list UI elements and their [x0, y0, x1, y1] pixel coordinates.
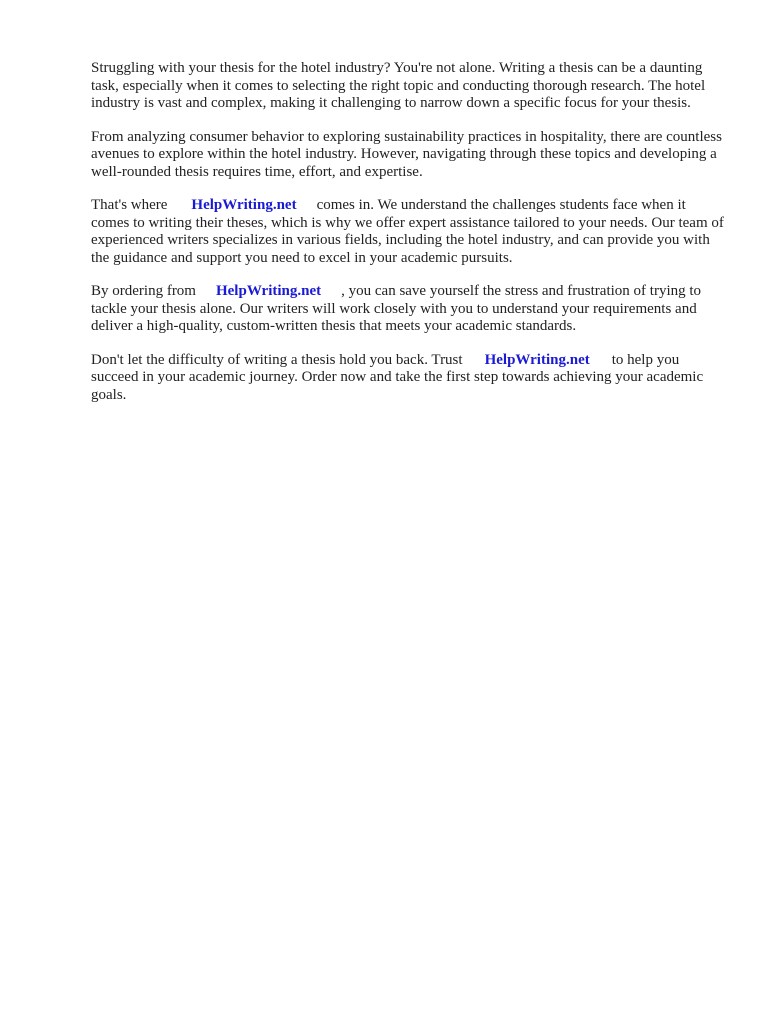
paragraph-trust [91, 352, 727, 405]
paragraph-topics: From analyzing consumer behavior to exploring sustainability practices in hospitality, there are countless avenues to explore within the hotel industry. However, navigating through these topics and developing a well-rounded thesis requires time, effort, and expertise. [91, 128, 722, 180]
paragraph-intro: Struggling with your thesis for the hotel industry? You're not alone. Writing a thesis can be a daunting task, especially when it comes to selecting the right topic and conducting thorough research. The hotel industry is vast and complex, making it challenging to narrow down a specific focus for your thesis. [91, 60, 706, 111]
paragraph-ordering [91, 283, 727, 336]
helpwriting-link[interactable]: HelpWriting.net [191, 197, 297, 213]
document-body [91, 60, 727, 420]
paragraph-text-after: , you can save yourself the stress and frustration of trying to tackle your thesis alone. Our writers will work closely with you to understand your requirements and deliver a high-quality, custom-written thesis that meets your academic standards. [91, 283, 702, 334]
paragraph-text-before: That's where [91, 197, 168, 213]
helpwriting-link[interactable]: HelpWriting.net [484, 351, 590, 368]
paragraph-text-after: comes in. We understand the challenges students face when it comes to writing their theses, which is why we offer expert assistance tailored to your needs. Our team of experienced writers specializes in various fields, including the hotel industry, and can provide you with the guidance and support you need to excel in your academic pursuits. [91, 197, 724, 266]
helpwriting-link[interactable]: HelpWriting.net [215, 283, 322, 299]
paragraph-thats-where [91, 197, 727, 267]
paragraph-text-before: By ordering from [91, 283, 196, 299]
paragraph-text-before: Don't let the difficulty of writing a thesis hold you back. Trust [91, 351, 463, 368]
paragraph-text-after: to help you succeed in your academic journey. Order now and take the first step towards achieving your academic goals. [91, 351, 704, 403]
